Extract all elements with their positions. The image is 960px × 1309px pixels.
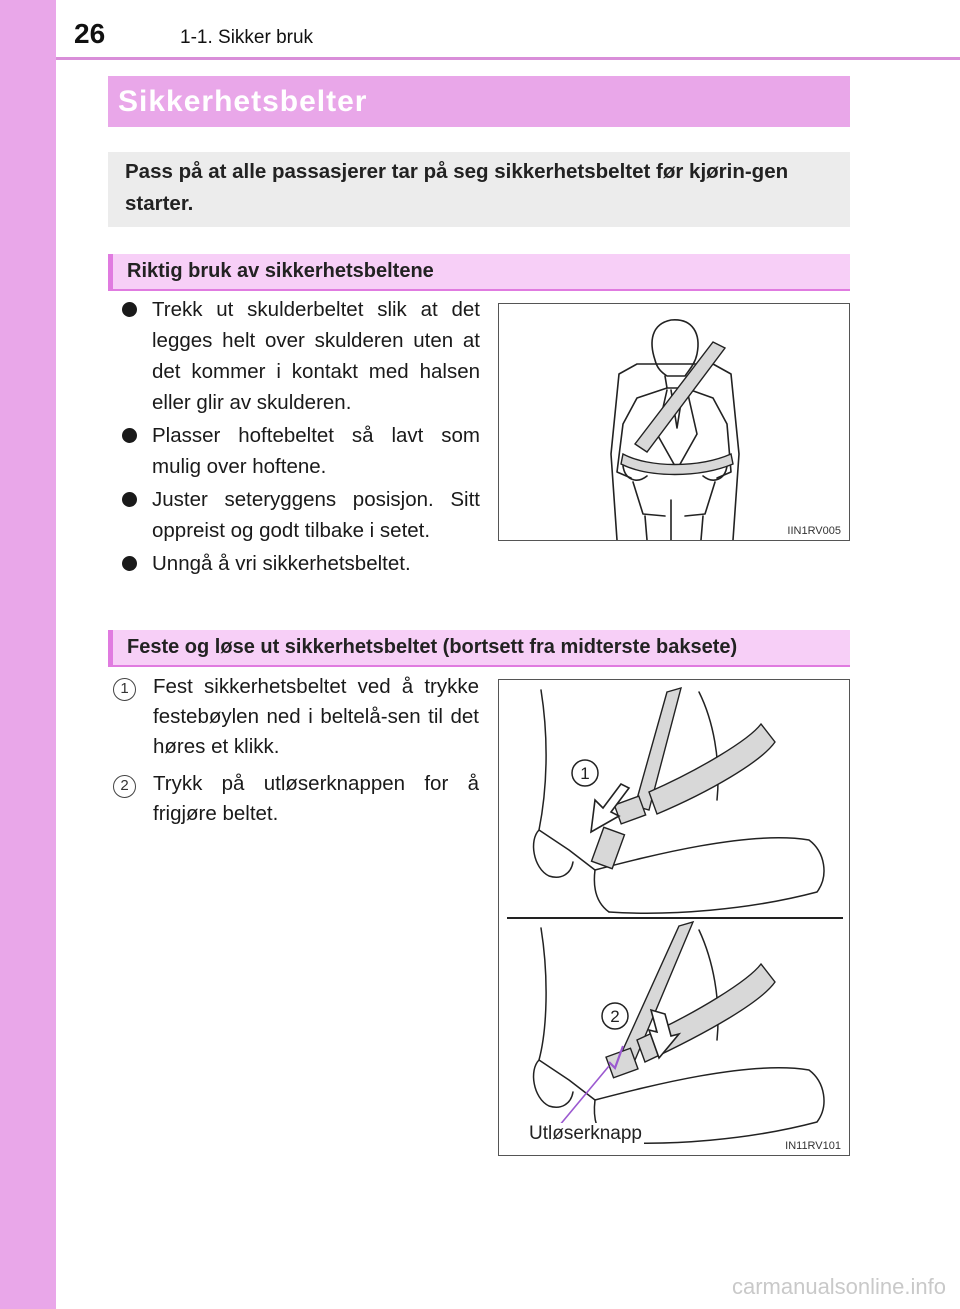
- callout-2: 2: [610, 1007, 620, 1026]
- list-item-text: Juster seteryggens posisjon. Sitt oppreist og godt tilbake i setet.: [152, 488, 480, 542]
- section-heading-fasten-release: [108, 630, 850, 667]
- list-item: [120, 548, 480, 579]
- step-text: Fest sikkerhetsbeltet ved å trykke festebøylen ned i beltelå-sen til det høres et klikk.: [153, 675, 479, 758]
- bullet-dot-icon: [122, 302, 137, 317]
- release-button-label: Utløserknapp: [529, 1123, 642, 1144]
- list-item: [120, 420, 480, 482]
- page-title-bar: [108, 76, 850, 127]
- step-number-icon: 1: [113, 678, 136, 701]
- header-divider: [56, 57, 960, 60]
- step-item: [113, 672, 479, 762]
- page-number: 26: [74, 18, 106, 49]
- buckle-fasten-release-figure: [498, 679, 850, 1156]
- left-margin-band: [0, 0, 56, 1309]
- bullet-dot-icon: [122, 556, 137, 571]
- list-item: [120, 294, 480, 418]
- step-item: [113, 769, 479, 829]
- callout-1: 1: [580, 764, 590, 783]
- seated-person-belt-figure: [498, 303, 850, 541]
- section-heading-text: Feste og løse ut sikkerhetsbeltet (bortsett fra midterste baksete): [127, 636, 738, 658]
- seated-person-illustration: [499, 304, 850, 541]
- watermark: carmanualsonline.info: [731, 1274, 946, 1299]
- list-item-text: Plasser hoftebeltet så lavt som mulig over hoftene.: [152, 424, 480, 478]
- section-reference: 1-1. Sikker bruk: [180, 27, 314, 48]
- list-item-text: Trekk ut skulderbeltet slik at det legges helt over skulderen uten at det kommer i kontakt med halsen eller glir av skulderen.: [152, 298, 480, 414]
- section-heading-proper-use: [108, 254, 850, 291]
- section-heading-text: Riktig bruk av sikkerhetsbeltene: [127, 260, 434, 282]
- step-list: [113, 672, 479, 836]
- intro-box: [108, 152, 850, 227]
- bullet-dot-icon: [122, 428, 137, 443]
- figure-code: IN11RV101: [785, 1140, 841, 1152]
- buckle-illustration: [499, 680, 850, 1156]
- step-number-icon: 2: [113, 775, 136, 798]
- step-text: Trykk på utløserknappen for å frigjøre beltet.: [153, 772, 479, 825]
- list-item-text: Unngå å vri sikkerhetsbeltet.: [152, 552, 411, 575]
- figure-code: IIN1RV005: [787, 525, 841, 537]
- page-title: Sikkerhetsbelter: [118, 85, 368, 118]
- intro-text: Pass på at alle passasjerer tar på seg sikkerhetsbeltet før kjørin-gen starter.: [125, 160, 789, 215]
- bullet-dot-icon: [122, 492, 137, 507]
- list-item: [120, 484, 480, 546]
- bullet-list: [120, 294, 480, 581]
